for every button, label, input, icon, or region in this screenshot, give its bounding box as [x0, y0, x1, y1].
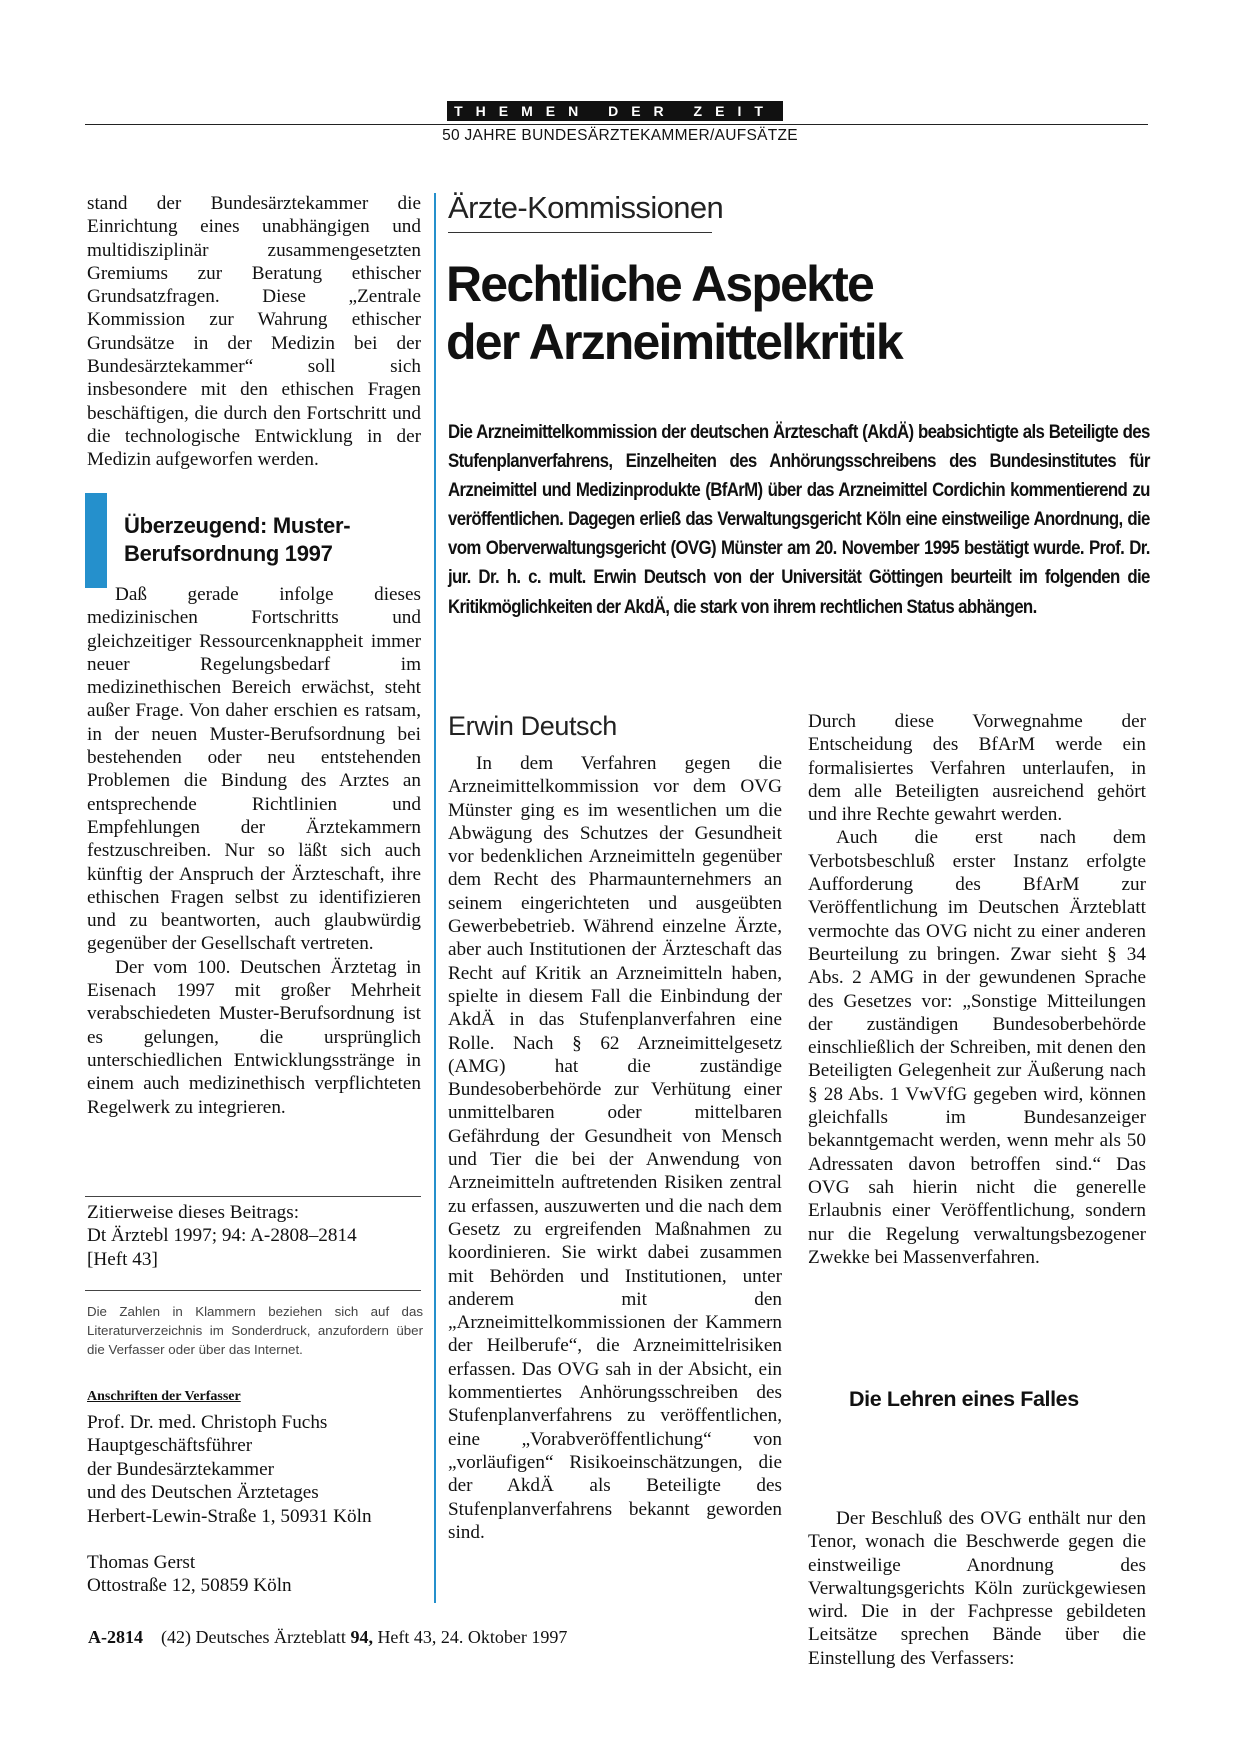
address-spacer: [87, 1528, 421, 1551]
header-rule: [85, 124, 1148, 125]
left-column-top: [87, 192, 421, 472]
left-column-body: [87, 583, 421, 1119]
address-line: Herbert-Lewin-Straße 1, 50931 Köln: [87, 1505, 372, 1527]
right-column: [808, 710, 1146, 1269]
address-heading: Anschriften der Verfasser: [87, 1389, 241, 1404]
citation-block: [87, 1201, 421, 1271]
left-paragraph: Der vom 100. Deutschen Ärztetag in Eisenach 1997 mit großer Mehrheit verabschiedeten Muster-Berufsordnung ist es gelungen, die ursprünglich unterschiedlichen Entwicklungsstränge in einem auch medizinethisch verpflichteten Regelwerk zu integrieren.: [87, 956, 421, 1118]
page-footer: [88, 1627, 567, 1648]
body-paragraph: Auch die erst nach dem Verbotsbeschluß erster Instanz erfolgte Aufforderung des BfArM zur Veröffentlichung im Deutschen Ärzteblatt vermochte das OVG nicht zu einer anderen Beurteilung zu bringen. Zwar sieht § 34 Abs. 2 AMG in der gewundenen Sprache des Gesetzes vor: „Sonstige Mitteilungen der zuständigen Bundesoberbehörde einschließlich der Schreiben, mit denen den Beteiligten Gelegenheit zur Äußerung nach § 28 Abs. 1 VwVfG gegeben wird, können gleichfalls im Bundesanzeiger bekanntgemacht werden, wenn mehr als 50 Adressaten davon betroffen sind.“ Das OVG sah hierin nicht die generelle Erlaubnis einer Veröffentlichung, sondern nur die Regelung verwaltungsbezogener Zwekke bei Massenverfahren.: [808, 827, 1146, 1268]
citation-rule: [85, 1196, 421, 1197]
right-column-lower: [808, 1507, 1146, 1670]
article-title-line1: Rechtliche Aspekte: [446, 256, 874, 312]
footer-issue: (42) Deutsches Ärzteblatt: [161, 1627, 346, 1647]
address-line: Hauptgeschäftsführer: [87, 1435, 253, 1457]
section-title: 50 JAHRE BUNDESÄRZTEKAMMER/AUFSÄTZE: [442, 127, 798, 144]
address-line: der Bundesärztekammer: [87, 1458, 274, 1480]
body-paragraph: Der Beschluß des OVG enthält nur den Tenor, wonach die Beschwerde gegen die einstweilige Anordnung des Verwaltungsgerichts Köln zurückgewiesen wird. Die in der Fachpresse gebildeten Leitsätze sprechen Bände über die Einstellung des Verfassers:: [808, 1508, 1146, 1669]
kicker-banner: THEMEN DER ZEIT: [447, 101, 783, 121]
article-title-line2: der Arzneimittelkritik: [446, 314, 902, 370]
address-line: Prof. Dr. med. Christoph Fuchs: [87, 1412, 328, 1433]
column-divider: [434, 193, 436, 1603]
left-paragraph: Daß gerade infolge dieses medizinischen Fortschritts und gleichzeitiger Ressourcenknappheit immer neuer Regelungsbedarf im medizinethischen Bereich erwächst, steht außer Frage. Von daher erschien es ratsam, in der neuen Muster-Berufsordnung bei bestehenden oder neu entstehenden Problemen die Bindung des Arztes an entsprechende Richtlinien und Empfehlungen der Ärztekammern festzuschreiben. Nur so läßt sich auch künftig der Anspruch der Ärzteschaft, ihre ethischen Fragen selbst zu identifizieren und zu beantworten, auch glaubwürdig gegenüber der Gesellschaft vertreten.: [87, 584, 421, 955]
left-paragraph: stand der Bundesärztekammer die Einrichtung eines unabhängigen und multidisziplinär zusammengesetzten Gremiums zur Beratung ethischer Grundsatzfragen. Diese „Zentrale Kommission zur Wahrung ethischer Grundsätze in der Medizin bei der Bundesärztekammer“ soll sich insbesondere mit den ethischen Fragen beschäftigen, die durch den Fortschritt und die technologische Entwicklung in der Medizin aufgeworfen werden.: [87, 193, 421, 471]
middle-column: [448, 752, 782, 1544]
left-subheading-line1: Überzeugend: Muster-: [124, 513, 351, 538]
address-line: Ottostraße 12, 50859 Köln: [87, 1575, 292, 1597]
citation-label: Zitierweise dieses Beitrags:: [87, 1202, 300, 1223]
article-lead: Die Arzneimittelkommission der deutschen Ärzteschaft (AkdÄ) beabsichtigte als Beteiligte des Stufenplanverfahrens, Einzelheiten des Anhörungsschreibens des Bundesinstitutes für Arzneimittel und Medizinprodukte (BfArM) über das Arzneimittel Cordichin kommentierend zu veröffentlichen. Dagegen erließ das Verwaltungsgericht Köln eine einstweilige Anordnung, die vom Oberverwaltungsgericht (OVG) Münster am 20. November 1995 bestätigt wurde. Prof. Dr. jur. Dr. h. c. mult. Erwin Deutsch von der Universität Göttingen beurteilt im folgenden die Kritikmöglichkeiten der AkdÄ, die stark von ihrem rechtlichen Status abhängen.: [448, 421, 1150, 618]
topic-rule: [448, 232, 712, 233]
reference-note: Die Zahlen in Klammern beziehen sich auf das Literaturverzeichnis im Sonderdruck, anzufordern über die Verfasser oder über das Internet.: [87, 1304, 423, 1357]
body-paragraph: In dem Verfahren gegen die Arzneimittelkommission vor dem OVG Münster ging es im wesentlichen um die Abwägung des Schutzes der Gesundheit vor bedenklichen Arzneimitteln gegenüber dem Recht des Pharmaunternehmers an seinem eingerichteten und ausgeübten Gewerbebetrieb. Während einzelne Ärzte, aber auch Institutionen der Ärzteschaft das Recht auf Kritik an Arzneimitteln haben, spielte in diesem Fall die Einbindung der AkdÄ in das Stufenplanverfahren eine Rolle. Nach § 62 Arzneimittelgesetz (AMG) hat die zuständige Bundesoberbehörde zur Verhütung einer unmittelbaren oder mittelbaren Gefährdung der Gesundheit von Mensch und Tier die bei der Anwendung von Arzneimitteln auftretenden Risiken zentral zu erfassen, auszuwerten und die nach dem Gesetz zu ergreifenden Maßnahmen zu koordinieren. Sie wirkt dabei zusammen mit Behörden und Institutionen, unter anderem mit den „Arzneimittelkommissionen der Kammern der Heilberufe“, die Arzneimittelrisiken erfassen. Das OVG sah in der Absicht, ein kommentiertes Anhörungsschreiben des Stufenplanverfahrens zu veröffentlichen, eine „Vorabveröffentlichung“ von „vorläufigen“ Risikoeinschätzungen, die der AkdÄ als Beteiligte des Stufenplanverfahrens bekannt geworden sind.: [448, 753, 782, 1543]
footer-date: Heft 43, 24. Oktober 1997: [377, 1627, 568, 1647]
article-title: [446, 255, 1166, 371]
citation-issue: [Heft 43]: [87, 1248, 158, 1270]
footer-volume: 94,: [350, 1627, 373, 1647]
author-addresses: [87, 1411, 421, 1598]
left-subheading: [124, 512, 424, 568]
article-author: Erwin Deutsch: [448, 711, 617, 741]
page-number: A-2814: [88, 1627, 143, 1647]
left-subheading-line2: Berufsordnung 1997: [124, 541, 333, 566]
right-subheading: Die Lehren eines Falles: [849, 1387, 1079, 1411]
heading-accent-bar: [85, 493, 107, 588]
note-rule: [85, 1290, 421, 1291]
address-line: und des Deutschen Ärztetages: [87, 1482, 319, 1504]
body-paragraph: Durch diese Vorwegnahme der Entscheidung des BfArM werde ein formalisiertes Verfahren unterlaufen, in dem alle Beteiligten ausreichend gehört und ihre Rechte gewahrt werden.: [808, 711, 1146, 826]
address-line: Thomas Gerst: [87, 1552, 196, 1574]
article-topic: Ärzte-Kommissionen: [448, 190, 724, 225]
citation-reference: Dt Ärztebl 1997; 94: A-2808–2814: [87, 1225, 357, 1247]
